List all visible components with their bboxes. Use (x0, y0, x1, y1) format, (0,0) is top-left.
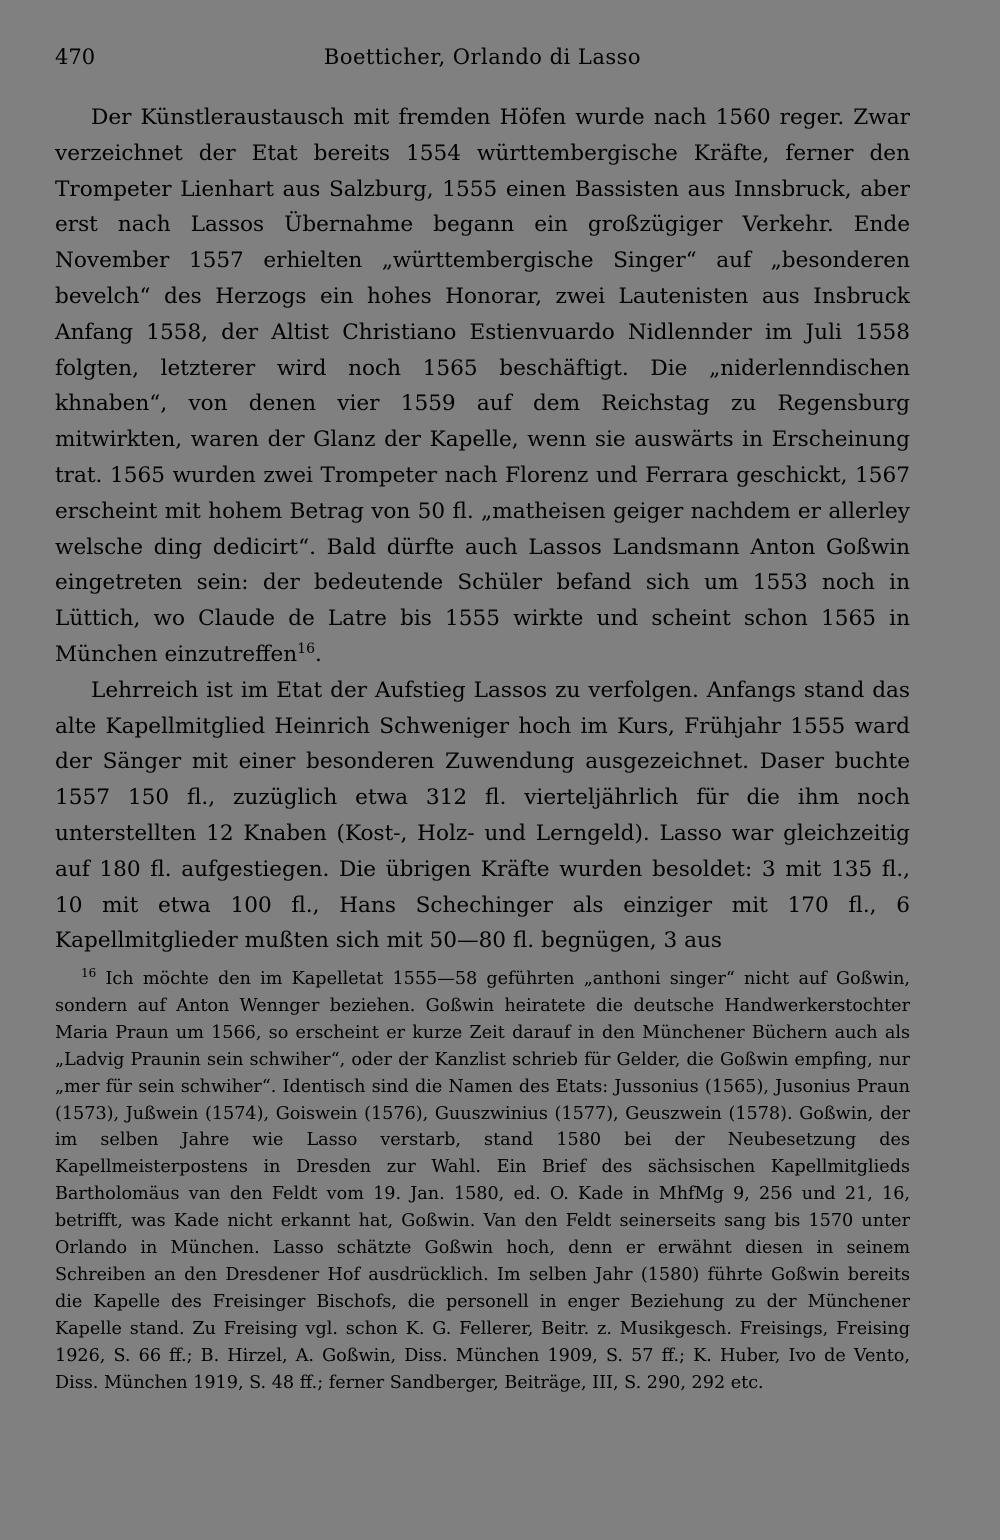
running-title: Boetticher, Orlando di Lasso (323, 45, 642, 69)
body-paragraph-1 (55, 100, 910, 673)
paragraph-text-end: . (315, 641, 322, 667)
footnote-number: 16 (81, 966, 97, 981)
footnotes (55, 966, 910, 1397)
footnote-text: Ich möchte den im Kapelletat 1555—58 geführten „anthoni singer“ nicht auf Goßwin, sondern auf Anton Wennger beziehen. Goßwin heiratete die deutsche Handwerkerstochter Maria Praun um 1566, so erscheint er kurze Zeit darauf in den Münchener Büchern auch als „Ladvig Praunin sein schwiher“, oder der Kanzlist schrieb für Gelder, die Goßwin empfing, nur „mer für sein schwiher“. Identisch sind die Namen des Etats: Jussonius (1565), Jusonius Praun (1573), Jußwein (1574), Goiswein (1576), Guuszwinius (1577), Geuszwein (1578). Goßwin, der im selben Jahre wie Lasso verstarb, stand 1580 bei der Neubesetzung des Kapellmeisterpostens in Dresden zur Wahl. Ein Brief des sächsischen Kapellmitglieds Bartholomäus van den Feldt vom 19. Jan. 1580, ed. O. Kade in MhfMg 9, 256 und 21, 16, betrifft, was Kade nicht erkannt hat, Goßwin. Van den Feldt seinerseits sang bis 1570 unter Orlando in München. Lasso schätzte Goßwin hoch, denn er erwähnt diesen in seinem Schreiben an den Dresdener Hof ausdrücklich. Im selben Jahr (1580) führte Goßwin bereits die Kapelle des Freisinger Bischofs, die personell in enger Beziehung zu der Münchener Kapelle stand. Zu Freising vgl. schon K. G. Fellerer, Beitr. z. Musikgesch. Freisings, Freising 1926, S. 66 ff.; B. Hirzel, A. Goßwin, Diss. München 1909, S. 57 ff.; K. Huber, Ivo de Vento, Diss. München 1919, S. 48 ff.; ferner Sandberger, Beiträge, III, S. 290, 292 etc. (55, 969, 910, 1393)
footnote-reference[interactable]: 16 (297, 640, 315, 657)
body-paragraph-2 (55, 673, 910, 959)
footnote-16 (55, 966, 910, 1397)
running-head (55, 40, 910, 74)
main-text (55, 100, 910, 959)
page-number: 470 (55, 45, 96, 69)
paragraph-text: Lehrreich ist im Etat der Aufstieg Lassos zu verfolgen. Anfangs stand das alte Kapellmitglied Heinrich Schweniger hoch im Kurs, Frühjahr 1555 ward der Sänger mit einer besonderen Zuwendung ausgezeichnet. Daser buchte 1557 150 fl., zuzüglich etwa 312 fl. vierteljährlich für die ihm noch unterstellten 12 Knaben (Kost-, Holz- und Lerngeld). Lasso war gleichzeitig auf 180 fl. aufgestiegen. Die übrigen Kräfte wurden besoldet: 3 mit 135 fl., 10 mit etwa 100 fl., Hans Schechinger als einziger mit 170 fl., 6 Kapellmitglieder mußten sich mit 50—80 fl. begnügen, 3 aus (55, 677, 910, 954)
paragraph-text: Der Künstleraustausch mit fremden Höfen wurde nach 1560 reger. Zwar verzeichnet der Etat bereits 1554 württembergische Kräfte, ferner den Trompeter Lienhart aus Salzburg, 1555 einen Bassisten aus Innsbruck, aber erst nach Lassos Übernahme begann ein großzügiger Verkehr. Ende November 1557 erhielten „württembergische Singer“ auf „besonderen bevelch“ des Herzogs ein hohes Honorar, zwei Lautenisten aus Insbruck Anfang 1558, der Altist Christiano Estienvuardo Nidlennder im Juli 1558 folgten, letzterer wird noch 1565 beschäftigt. Die „niderlenndischen khnaben“, von denen vier 1559 auf dem Reichstag zu Regensburg mitwirkten, waren der Glanz der Kapelle, wenn sie auswärts in Erscheinung trat. 1565 wurden zwei Trompeter nach Florenz und Ferrara geschickt, 1567 erscheint mit hohem Betrag von 50 fl. „matheisen geiger nachdem er allerley welsche ding dedicirt“. Bald dürfte auch Lassos Landsmann Anton Goßwin eingetreten sein: der bedeutende Schüler befand sich um 1553 noch in Lüttich, wo Claude de Latre bis 1555 wirkte und scheint schon 1565 in München einzutreffen (55, 105, 910, 667)
